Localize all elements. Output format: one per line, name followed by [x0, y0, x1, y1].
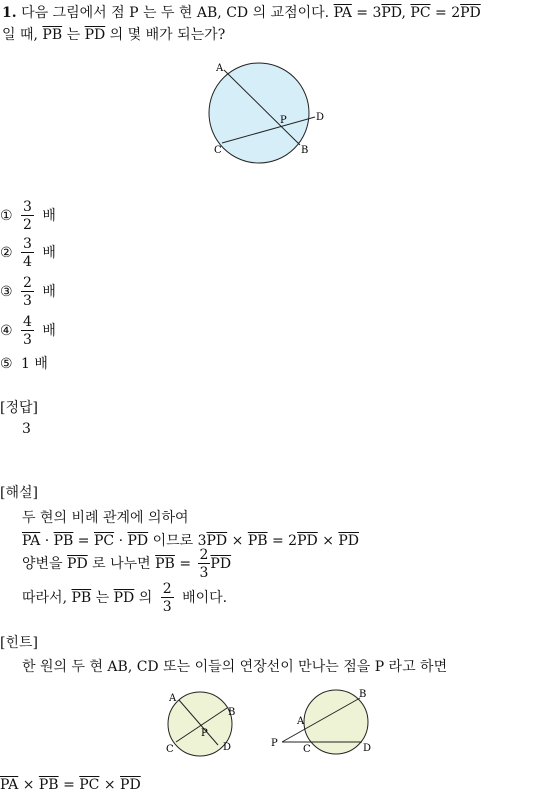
explanation-line-1: 두 현의 비례 관계에 의하여	[22, 510, 189, 526]
eq-2: = 2	[435, 5, 461, 21]
label-b: B	[301, 145, 309, 156]
hint-formula	[0, 777, 141, 793]
seg-pb: $\overline{PB}$	[38, 777, 59, 793]
seg-pb: $\overline{PB}$	[155, 556, 175, 572]
seg-pd: $\overline{PD}$	[84, 27, 106, 43]
explanation-text: 는	[95, 590, 110, 606]
answer-label: [정답]	[0, 400, 38, 416]
question-line-2	[2, 24, 225, 44]
choice-mark: ④	[0, 323, 13, 339]
times: ×	[103, 777, 116, 793]
times: ×	[231, 533, 244, 549]
seg-pd: $\overline{PD}$	[210, 556, 232, 572]
choice-unit: 배	[42, 284, 56, 300]
choice-4[interactable]	[0, 315, 56, 347]
seg-pd: $\overline{PD}$	[381, 5, 402, 21]
choice-mark: ⑤	[0, 356, 13, 372]
label-p: P	[280, 115, 287, 126]
choice-mark: ①	[0, 208, 13, 224]
seg-pd: $\overline{PD}$	[460, 5, 481, 21]
seg-pd: $\overline{PD}$	[67, 556, 88, 572]
seg-pc: $\overline{PC}$	[410, 5, 431, 21]
label-c: C	[166, 744, 174, 755]
answer-value: 3	[22, 421, 31, 437]
label-d: D	[223, 742, 232, 753]
choice-5[interactable]	[0, 353, 48, 373]
choice-fraction: $\frac{2}{3}$	[23, 275, 32, 309]
fraction: $\frac{2}{3}$	[199, 547, 209, 581]
choice-mark: ②	[0, 245, 13, 261]
question-text-2b: 는	[66, 27, 81, 43]
comma: ,	[401, 5, 406, 21]
hint-figure-1	[160, 688, 244, 760]
question-number: 1.	[2, 5, 17, 21]
times: ×	[22, 777, 35, 793]
seg-pc: $\overline{PC}$	[93, 533, 115, 549]
label-b: B	[228, 707, 236, 718]
explanation-line-2	[22, 530, 359, 550]
choice-unit: 배	[42, 245, 56, 261]
dot: ·	[44, 533, 50, 549]
seg-pb: $\overline{PB}$	[53, 533, 74, 549]
seg-pd: $\overline{PD}$	[113, 590, 135, 606]
seg-pd: $\overline{PD}$	[127, 533, 149, 549]
label-c: C	[303, 744, 311, 755]
choice-fraction: $\frac{3}{4}$	[23, 236, 32, 270]
circle	[209, 63, 309, 163]
choice-value: 1	[21, 356, 30, 372]
label-a: A	[169, 693, 177, 704]
seg-pc: $\overline{PC}$	[79, 777, 100, 793]
question-text-1: 다음 그림에서 점 P 는 두 현 AB, CD 의 교점이다.	[21, 5, 330, 21]
circle-chords-figure	[200, 60, 340, 170]
times: ×	[322, 533, 334, 549]
fraction: $\frac{2}{3}$	[162, 581, 172, 615]
eq-1: = 3	[356, 5, 382, 21]
choice-unit: 배	[42, 323, 56, 339]
explanation-text: 배이다.	[182, 590, 228, 606]
label-p: P	[201, 728, 208, 739]
equals: = 2	[271, 533, 298, 549]
seg-pd: $\overline{PD}$	[120, 777, 141, 793]
explanation-text: 양변을	[22, 556, 63, 572]
explanation-line-4	[22, 582, 227, 614]
label-d: D	[316, 112, 325, 123]
hint-label: [힌트]	[0, 635, 38, 651]
hint-line-1: 한 원의 두 현 AB, CD 또는 이들의 연장선이 만나는 점을 P 라고 하면	[22, 659, 448, 675]
choice-mark: ③	[0, 284, 13, 300]
choice-1[interactable]	[0, 200, 56, 232]
choice-unit: 배	[42, 208, 56, 224]
explanation-label: [해설]	[0, 485, 38, 501]
label-d: D	[363, 743, 372, 754]
dot: ·	[118, 533, 124, 549]
explanation-text: 로 나누면	[92, 556, 151, 572]
choice-fraction: $\frac{3}{2}$	[23, 199, 32, 233]
choice-2[interactable]	[0, 237, 56, 269]
seg-pb: $\overline{PB}$	[71, 590, 92, 606]
label-a: A	[297, 716, 305, 727]
seg-pa: $\overline{PA}$	[333, 5, 352, 21]
choice-3[interactable]	[0, 276, 56, 308]
equals: =	[63, 777, 75, 793]
seg-pd: $\overline{PD}$	[206, 533, 228, 549]
seg-pa: $\overline{PA}$	[22, 533, 41, 549]
seg-pb: $\overline{PB}$	[42, 27, 63, 43]
explanation-text: 따라서,	[22, 590, 68, 606]
choice-unit: 배	[34, 356, 48, 372]
seg-pd: $\overline{PD}$	[297, 533, 318, 549]
choice-fraction: $\frac{4}{3}$	[23, 314, 32, 348]
label-b: B	[359, 689, 367, 700]
seg-pd: $\overline{PD}$	[338, 533, 360, 549]
question-text-2c: 의 몇 배가 되는가?	[109, 27, 226, 43]
explanation-line-3	[22, 548, 231, 580]
equals: =	[77, 533, 90, 549]
label-p: P	[271, 738, 278, 749]
seg-pb: $\overline{PB}$	[247, 533, 268, 549]
explanation-text: 의	[138, 590, 153, 606]
question-line-1	[2, 2, 481, 22]
label-c: C	[214, 145, 222, 156]
equals: =	[179, 556, 192, 572]
seg-pa: $\overline{PA}$	[0, 777, 19, 793]
question-text-2a: 일 때,	[2, 27, 38, 43]
label-a: A	[216, 63, 224, 74]
hint-figure-2	[268, 686, 378, 762]
explanation-text: 이므로 3	[152, 533, 207, 549]
